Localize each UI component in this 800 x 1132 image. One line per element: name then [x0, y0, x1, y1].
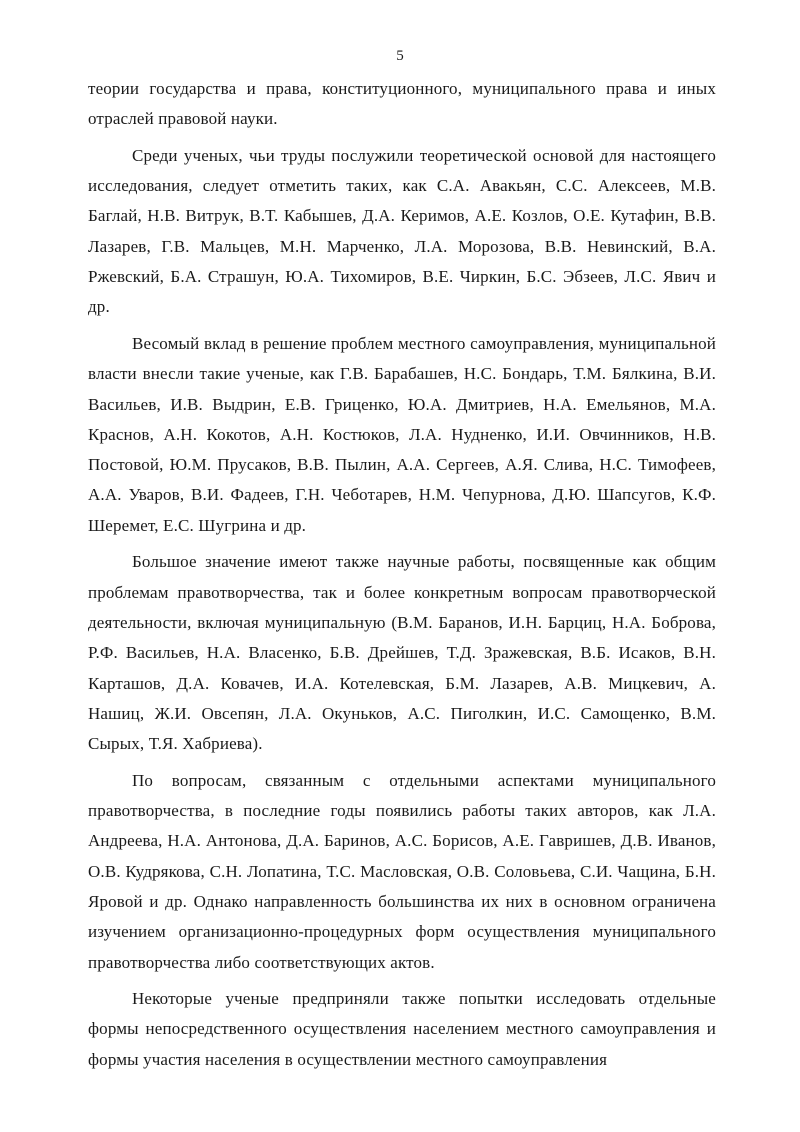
body-text: [88, 74, 716, 1081]
paragraph-direct-participation: Некоторые ученые предприняли также попытки исследовать отдельные формы непосредственного осуществления населением местного самоуправления и формы участия населения в осуществлении местного самоуправления: [88, 989, 716, 1069]
paragraph-theoretical-basis: Среди ученых, чьи труды послужили теоретической основой для настоящего исследования, следует отметить таких, как С.А. Авакьян, С.С. Алексеев, М.В. Баглай, Н.В. Витрук, В.Т. Кабышев, Д.А. Керимов, А.Е. Козлов, О.Е. Кутафин, В.В. Лазарев, Г.В. Мальцев, М.Н. Марченко, Л.А. Морозова, В.В. Невинский, В.А. Ржевский, Б.А. Страшун, Ю.А. Тихомиров, В.Е. Чиркин, Б.С. Эбзеев, Л.С. Явич и др.: [88, 145, 716, 317]
paragraph-continuation: теории государства и права, конституционного, муниципального права и иных отраслей правовой науки.: [88, 79, 716, 129]
paragraph-local-government-scholars: Весомый вклад в решение проблем местного самоуправления, муниципальной власти внесли такие ученые, как Г.В. Барабашев, Н.С. Бондарь, Т.М. Бялкина, В.И. Васильев, И.В. Выдрин, Е.В. Гриценко, Ю.А. Дмитриев, Н.А. Емельянов, М.А. Краснов, А.Н. Кокотов, А.Н. Костюков, Л.А. Нудненко, И.И. Овчинников, Н.В. Постовой, Ю.М. Прусаков, В.В. Пылин, А.А. Сергеев, А.Я. Слива, Н.С. Тимофеев, А.А. Уваров, В.И. Фадеев, Г.Н. Чеботарев, Н.М. Чепурнова, Д.Ю. Шапсугов, К.Ф. Шеремет, Е.С. Шугрина и др.: [88, 333, 716, 535]
page-number: 5: [396, 48, 404, 64]
paragraph-lawmaking-works: Большое значение имеют также научные работы, посвященные как общим проблемам правотворчества, так и более конкретным вопросам правотворческой деятельности, включая муниципальную (В.М. Баранов, И.Н. Барциц, Н.А. Боброва, Р.Ф. Васильев, Н.А. Власенко, Б.В. Дрейшев, Т.Д. Зражевская, В.Б. Исаков, В.Н. Карташов, Д.А. Ковачев, И.А. Котелевская, Б.М. Лазарев, А.В. Мицкевич, А. Нашиц, Ж.И. Овсепян, Л.А. Окуньков, А.С. Пиголкин, И.С. Самощенко, В.М. Сырых, Т.Я. Хабриева).: [88, 552, 716, 754]
paragraph-municipal-lawmaking: По вопросам, связанным с отдельными аспектами муниципального правотворчества, в последние годы появились работы таких авторов, как Л.А. Андреева, Н.А. Антонова, Д.А. Баринов, А.С. Борисов, А.Е. Гавришев, Д.В. Иванов, О.В. Кудрякова, С.Н. Лопатина, Т.С. Масловская, О.В. Соловьева, С.И. Чащина, Б.Н. Яровой и др. Однако направленность большинства их них в основном ограничена изучением организационно-процедурных форм осуществления муниципального правотворчества либо соответствующих актов.: [88, 770, 716, 972]
